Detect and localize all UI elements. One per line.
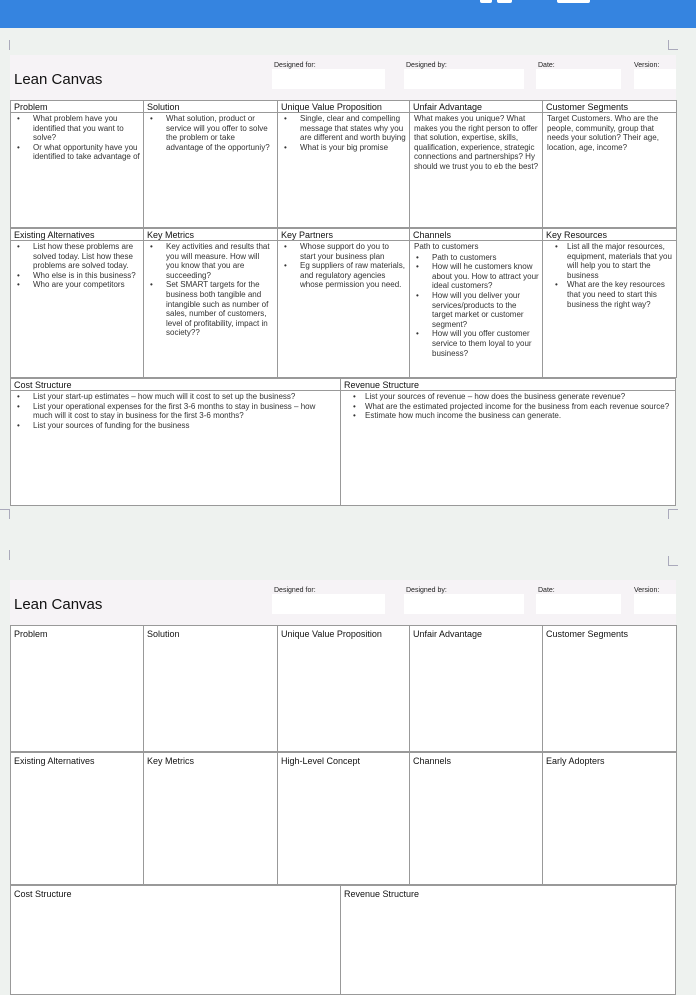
designed-for-field[interactable] [272,594,385,614]
cell-alternatives[interactable] [10,228,144,378]
bullet-item: • Estimate how much income the business can generate. [345,411,672,421]
page-corner-mark [668,509,678,519]
bullet-item: • List your operational expenses for the first 3-6 months to stay in business – how much will it cost to stay in business for the first 3-6 months? [15,402,337,421]
version-label: Version: [634,62,660,69]
cell-title: Channels [413,756,452,766]
cell-title: Existing Alternatives [14,756,95,766]
version-label: Version: [634,587,660,594]
cell-title: Problem [11,101,143,113]
cell-solution[interactable] [143,625,278,752]
cell-title: Channels [410,229,542,241]
version-field[interactable] [634,69,676,89]
bullet-list [144,113,277,152]
cell-alternatives[interactable] [10,752,144,885]
cell-problem[interactable] [10,100,144,228]
cell-concept[interactable] [277,752,410,885]
cell-title: Customer Segments [546,629,629,639]
page-title: Lean Canvas [14,596,103,613]
cell-revenue[interactable] [340,885,676,995]
app-toolbar [0,0,696,28]
designed-by-label: Designed by: [406,62,447,69]
cell-revenue[interactable] [340,378,676,506]
toolbar-button[interactable] [497,0,512,3]
page-corner-mark [0,509,10,519]
bullet-item: • How will you deliver your services/products to the target market or customer segment? [414,291,539,329]
lean-canvas-page-2 [10,580,676,980]
bullet-item: • Path to customers [414,253,539,263]
cell-title: Existing Alternatives [11,229,143,241]
page-corner-mark [668,40,678,50]
cell-title: Key Partners [278,229,409,241]
bullet-list [278,113,409,152]
bullet-list [11,241,143,290]
cell-title: Early Adopters [546,756,605,766]
cell-title: Revenue Structure [341,379,675,391]
cell-title: Revenue Structure [344,889,420,899]
cell-channels[interactable] [409,752,543,885]
bullet-item: • Key activities and results that you will measure. How will you know that you are succeeding? [148,242,274,280]
bullet-item: • What are the estimated projected income for the business from each revenue source? [345,402,672,412]
designed-by-field[interactable] [404,69,524,89]
cell-title: Unfair Advantage [410,101,542,113]
date-label: Date: [538,62,555,69]
canvas-header [10,55,676,100]
cell-title: Unique Value Proposition [278,101,409,113]
cell-partners[interactable] [277,228,410,378]
designed-for-label: Designed for: [274,62,316,69]
bullet-item: • Eg suppliers of raw materials, and regulatory agencies whose permission you need. [282,261,406,290]
page-corner-mark [668,556,678,566]
cell-unfair[interactable] [409,625,543,752]
toolbar-button[interactable] [480,0,492,3]
bullet-list [11,113,143,162]
cell-title: Solution [144,101,277,113]
cell-metrics[interactable] [143,228,278,378]
cell-title: Key Metrics [147,756,195,766]
bullet-item: • What is your big promise [282,143,406,153]
page-corner-mark [0,550,10,560]
bullet-list [11,391,340,430]
date-field[interactable] [536,594,621,614]
page-corner-mark [0,40,10,50]
bullet-item: • List your start-up estimates – how much will it cost to set up the business? [15,392,337,402]
bullet-list [144,241,277,338]
designed-by-field[interactable] [404,594,524,614]
bullet-item: • How will he customers know about you. How to attract your ideal customers? [414,262,539,291]
bullet-item: • List how these problems are solved today. List how these problems are solved today. [15,242,140,271]
cell-title: High-Level Concept [281,756,361,766]
page-title: Lean Canvas [14,71,103,88]
cell-resources[interactable] [542,228,677,378]
cell-metrics[interactable] [143,752,278,885]
bullet-item: • List your sources of funding for the business [15,421,337,431]
cell-uvp[interactable] [277,625,410,752]
date-field[interactable] [536,69,621,89]
bullet-item: • What problem have you identified that you want to solve? [15,114,140,143]
cell-segments[interactable] [542,100,677,228]
cell-channels[interactable] [409,228,543,378]
version-field[interactable] [634,594,676,614]
cell-title: Unique Value Proposition [281,629,382,639]
designed-for-label: Designed for: [274,587,316,594]
cell-title: Unfair Advantage [413,629,483,639]
designed-by-label: Designed by: [406,587,447,594]
bullet-list [543,241,676,309]
cell-title: Problem [14,629,48,639]
cell-cost[interactable] [10,885,341,995]
toolbar-button[interactable] [557,0,590,3]
bullet-list [341,391,675,421]
bullet-item: • Set SMART targets for the business both tangible and intangible such as number of sales, number of customers, level of profitability, impact in society?? [148,280,274,338]
bullet-item: • Whose support do you to start your business plan [282,242,406,261]
cell-title: Customer Segments [543,101,676,113]
bullet-item: • Or what opportunity have you identified to take advantage of [15,143,140,162]
bullet-item: • What are the key resources that you need to start this business the right way? [547,280,673,309]
cell-description: What makes you unique? What makes you the right person to offer that solution, expertise, skills, qualification, experience, strategic connections and partnerships? Hy should we trust you to eb the best? [414,114,539,171]
cell-cost[interactable] [10,378,341,506]
lean-canvas-page-1 [10,55,676,506]
cell-segments[interactable] [542,625,677,752]
cell-adopters[interactable] [542,752,677,885]
bullet-item: • Single, clear and compelling message that states why you are different and worth buying [282,114,406,143]
cell-title: Key Resources [543,229,676,241]
cell-solution[interactable] [143,100,278,228]
cell-uvp[interactable] [277,100,410,228]
bullet-list [410,252,542,359]
bullet-item: • Who else is in this business? [15,271,140,281]
date-label: Date: [538,587,555,594]
cell-description: Path to customers [414,242,479,251]
cell-unfair[interactable] [409,100,543,228]
bullet-item: • Who are your competitors [15,280,140,290]
bullet-list [278,241,409,290]
bullet-item: • What solution, product or service will you offer to solve the problem or take advantage of the opportuniy? [148,114,274,152]
cell-description: Target Customers. Who are the people, community, group that needs your solution? Their age, location, age, income? [547,114,659,152]
cell-title: Cost Structure [14,889,72,899]
cell-title: Cost Structure [11,379,340,391]
canvas-header [10,580,676,625]
cell-title: Key Metrics [144,229,277,241]
bullet-item: • List your sources of revenue – how does the business generate revenue? [345,392,672,402]
bullet-item: • How will you offer customer service to them loyal to your business? [414,329,539,358]
designed-for-field[interactable] [272,69,385,89]
bullet-item: • List all the major resources, equipment, materials that you will help you to start the business [547,242,673,280]
cell-problem[interactable] [10,625,144,752]
cell-title: Solution [147,629,180,639]
